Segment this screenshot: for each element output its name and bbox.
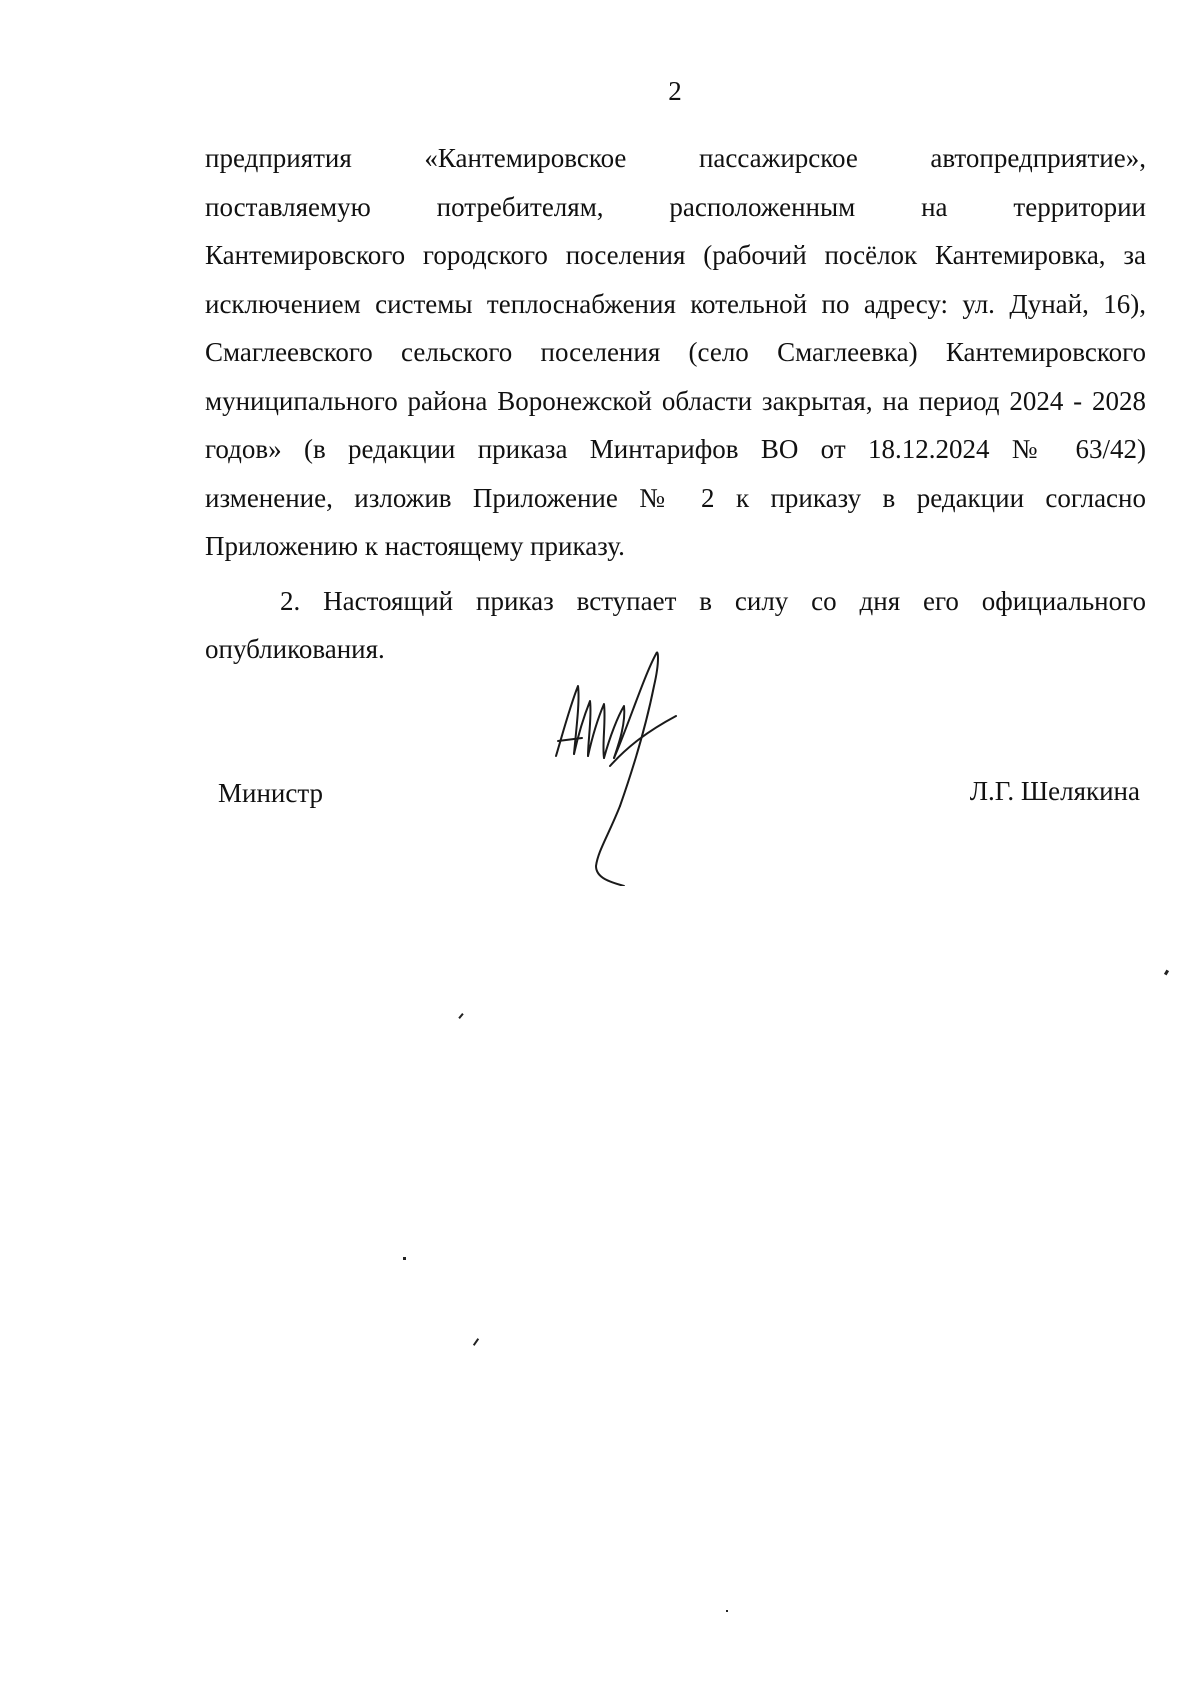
minister-name: Л.Г. Шелякина (969, 776, 1140, 806)
page-number: 2 (668, 76, 682, 106)
paragraph-1-line: Кантемировского городского поселения (рабочий посёлок Кантемировка, за (205, 240, 1146, 270)
document-body (205, 134, 1146, 674)
paragraph-1-line: Приложению к настоящему приказу. (205, 531, 625, 561)
scan-speck (1164, 970, 1169, 976)
paragraph-1-line: изменение, изложив Приложение № 2 к приказу в редакции согласно (205, 482, 1146, 513)
paragraph-1-line: поставляемую потребителям, расположенным на территории (205, 191, 1146, 222)
paragraph-2: 2. Настоящий приказ вступает в силу со дня его официального опубликования. (205, 585, 1146, 664)
paragraph-1-line: муниципального района Воронежской области закрытая, на период 2024 - 2028 (205, 385, 1146, 416)
scan-speck (403, 1257, 406, 1260)
scan-speck (473, 1338, 479, 1346)
scan-speck (726, 1610, 728, 1612)
handwritten-signature (548, 646, 688, 886)
scan-speck (458, 1013, 463, 1019)
paragraph-1-line: исключением системы теплоснабжения котельной по адресу: ул. Дунай, 16), (205, 288, 1146, 319)
paragraph-1-line: предприятия «Кантемировское пассажирское автопредприятие», (205, 143, 1146, 173)
paragraph-1-line: годов» (в редакции приказа Минтарифов ВО от 18.12.2024 № 63/42) (205, 434, 1146, 464)
minister-title: Министр (218, 778, 323, 808)
paragraph-1-line: Смаглеевского сельского поселения (село Смаглеевка) Кантемировского (205, 337, 1146, 367)
